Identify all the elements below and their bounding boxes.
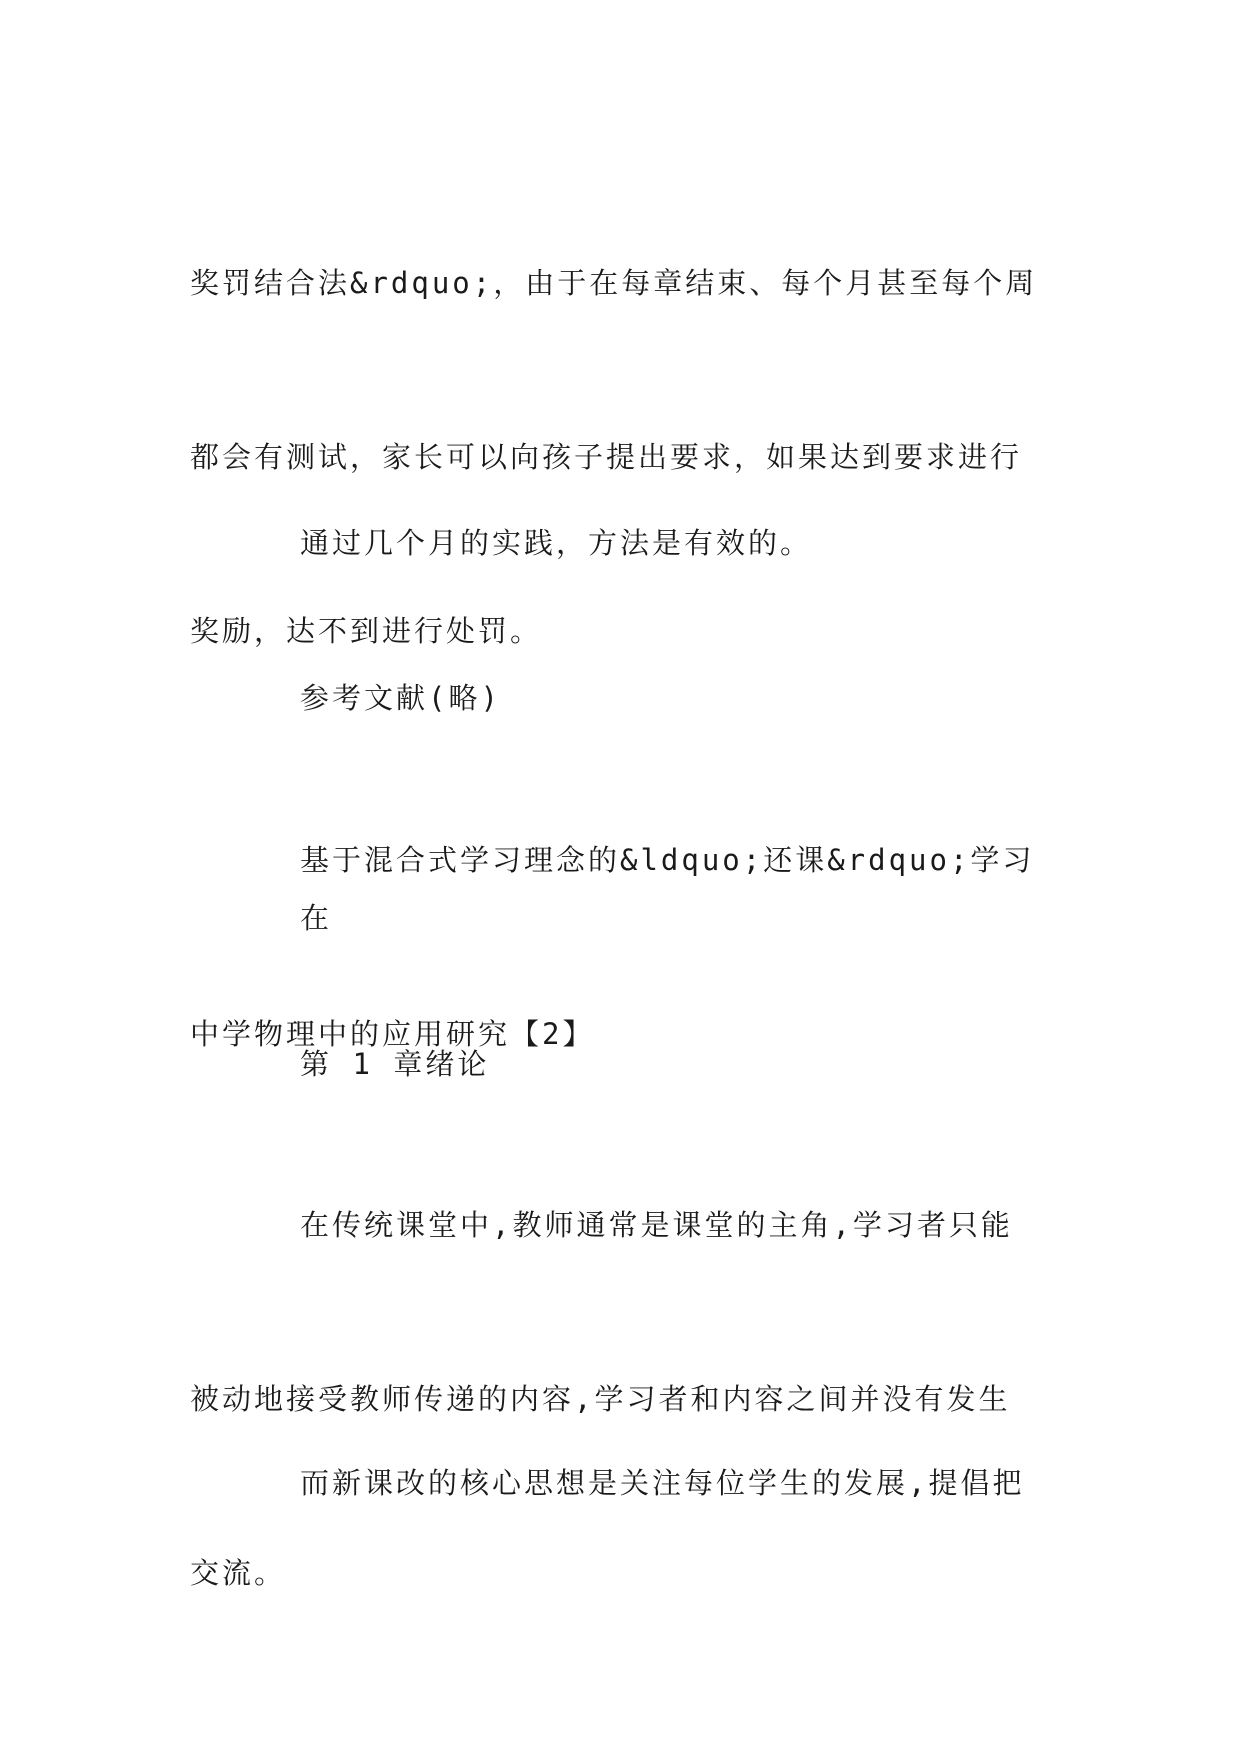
paragraph-line: 而新课改的核心思想是关注每位学生的发展,提倡把 [300,1466,1025,1500]
paragraph-line: 中学物理中的应用研究【2】 [190,1017,595,1051]
paragraph-line: 交流。 [190,1556,287,1590]
paragraph-line: 在传统课堂中,教师通常是课堂的主角,学习者只能 [300,1208,1013,1242]
paragraph-line: 通过几个月的实践，方法是有效的。 [300,526,813,560]
paragraph-line: 参考文献(略) [300,681,501,715]
paragraph-line: 奖罚结合法&rdquo;，由于在每章结束、每个月甚至每个周 [190,266,1038,300]
paragraph-line: 基于混合式学习理念的&ldquo;还课&rdquo;学习在 [300,843,1035,935]
paragraph-new-curriculum [190,1338,1060,1628]
paragraph-line: 被动地接受教师传递的内容,学习者和内容之间并没有发生 [190,1382,1011,1416]
paragraph-line: 都会有测试，家长可以向孩子提出要求，如果达到要求进行 [190,440,1023,474]
paragraph-line: 第 1 章绪论 [300,1047,490,1081]
paragraph-line: 奖励，达不到进行处罚。 [190,614,543,648]
